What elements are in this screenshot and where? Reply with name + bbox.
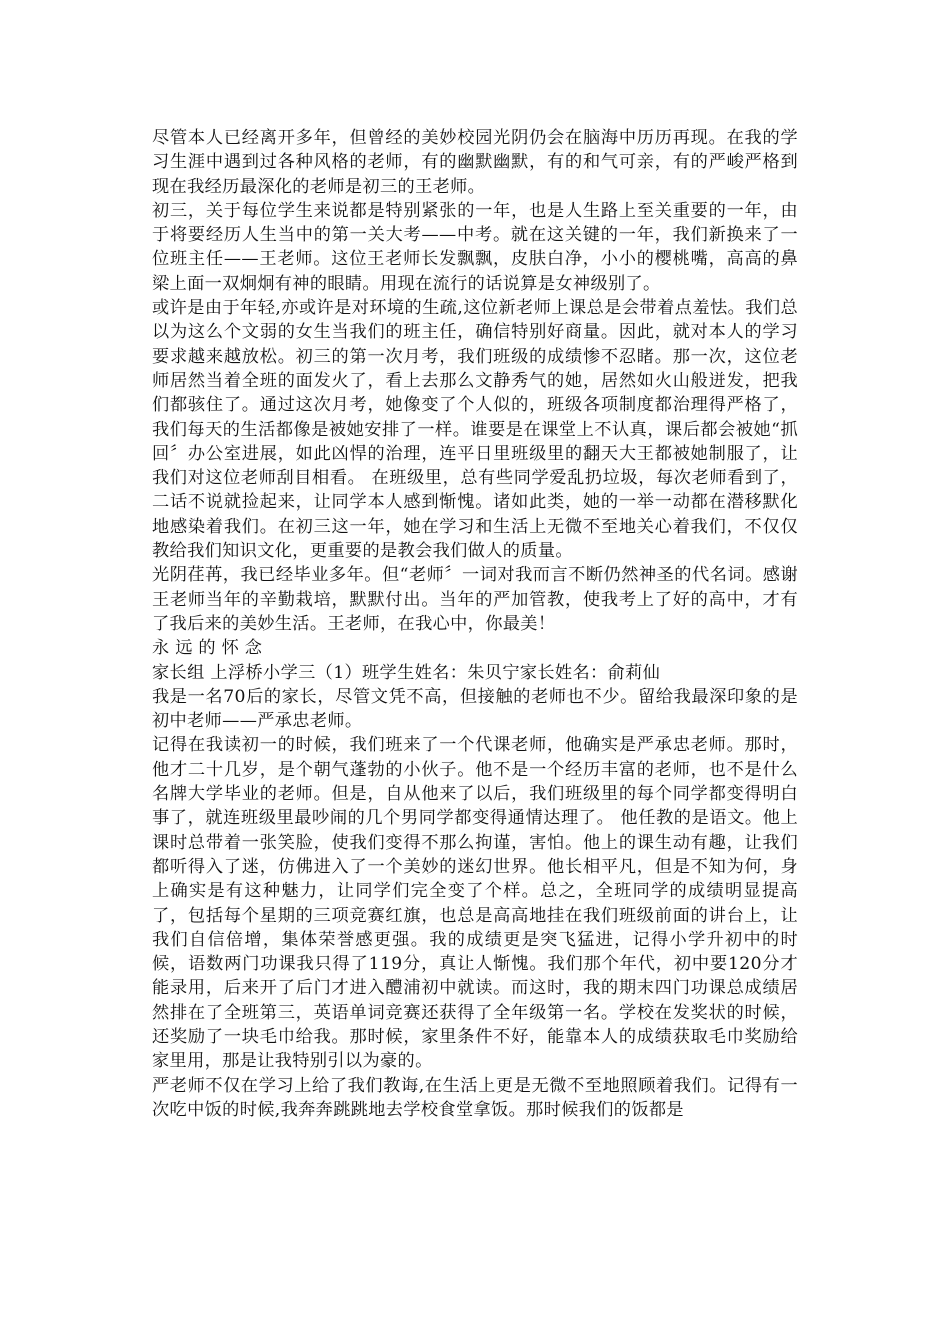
paragraph-life-care: 严老师不仅在学习上给了我们教诲,在生活上更是无微不至地照顾着我们。记得有一次吃中饭的时候,我奔奔跳跳地去学校食堂拿饭。那时候我们的饭都是 [152, 1075, 798, 1120]
paragraph-parent-intro: 我是一名70后的家长，尽管文凭不高，但接触的老师也不少。留给我最深印象的是初中老师——严承忠老师。 [152, 686, 798, 732]
document-body [152, 126, 798, 1122]
author-line: 家长组 上浮桥小学三（1）班学生姓名：朱贝宁家长姓名：俞莉仙 [152, 662, 661, 683]
paragraph-gratitude: 光阴荏苒，我已经毕业多年。但“老师〞一词对我而言不断仍然神圣的代名词。感谢王老师当年的辛勤栽培，默默付出。当年的严加管教，使我考上了好的高中，才有了我后来的美妙生活。王老师，在我心中，你最美！ [152, 565, 798, 634]
section-title: 永远的怀念 [152, 638, 268, 659]
paragraph-teacher-yan: 记得在我读初一的时候，我们班来了一个代课老师，他确实是严承忠老师。那时，他才二十几岁，是个朝气蓬勃的小伙子。他不是一个经历丰富的老师，也不是什么名牌大学毕业的老师。但是，自从他来了以后，我们班级里的每个同学都变得明白事了，就连班级里最吵闹的几个男同学都变得通情达理了。 他任教的是语文。他上课时总带着一张笑脸，使我们变得不那么拘谨，害怕。他上的课生动有趣，让我们都听得入了迷，仿佛进入了一个美妙的迷幻世界。他长相平凡，但是不知为何，身上确实是有这种魅力，让同学们完全变了个样。总之，全班同学的成绩明显提高了，包括每个星期的三项竞赛红旗，也总是高高地挂在我们班级前面的讲台上，让我们自信倍增，集体荣誉感更强。我的成绩更是突飞猛进，记得小学升初中的时候，语数两门功课我只得了119分，真让人惭愧。我们那个年代，初中要120分才能录用，后来开了后门才进入醴浦初中就读。而这时，我的期末四门功课总成绩居然排在了全班第三，英语单词竞赛还获得了全年级第一名。学校在发奖状的时候，还奖励了一块毛巾给我。那时候，家里条件不好，能靠本人的成绩获取毛巾奖励给家里用，那是让我特别引以为豪的。 [152, 735, 798, 1072]
paragraph-junior-three: 初三，关于每位学生来说都是特别紧张的一年，也是人生路上至关重要的一年，由于将要经历人生当中的第一关大考——中考。就在这关键的一年，我们新换来了一位班主任——王老师。这位王老师长发飘飘，皮肤白净，小小的樱桃嘴，高高的鼻梁上面一双炯炯有神的眼睛。用现在流行的话说算是女神级别了。 [152, 200, 798, 294]
paragraph-new-teacher: 或许是由于年轻,亦或许是对环境的生疏,这位新老师上课总是会带着点羞怯。我们总以为这么个文弱的女生当我们的班主任，确信特别好商量。因此，就对本人的学习要求越来越放松。初三的第一次月考，我们班级的成绩惨不忍睹。那一次，这位老师居然当着全班的面发火了，看上去那么文静秀气的她，居然如火山般迸发，把我们都骇住了。通过这次月考，她像变了个人似的，班级各项制度都治理得严格了，我们每天的生活都像是被她安排了一样。谁要是在课堂上不认真，课后都会被她“抓回〞办公室进展，如此凶悍的治理，连平日里班级里的翻天大王都被她制服了，让我们对这位老师刮目相看。 在班级里，总有些同学爱乱扔垃圾，每次老师看到了，二话不说就捡起来，让同学本人感到惭愧。诸如此类，她的一举一动都在潜移默化地感染着我们。在初三这一年，她在学习和生活上无微不至地关心着我们，不仅仅教给我们知识文化，更重要的是教会我们做人的质量。 [152, 298, 798, 562]
paragraph-intro: 尽管本人已经离开多年，但曾经的美妙校园光阴仍会在脑海中历历再现。在我的学习生涯中遇到过各种风格的老师，有的幽默幽默，有的和气可亲，有的严峻严格到现在我经历最深化的老师是初三的王老师。 [152, 128, 798, 197]
